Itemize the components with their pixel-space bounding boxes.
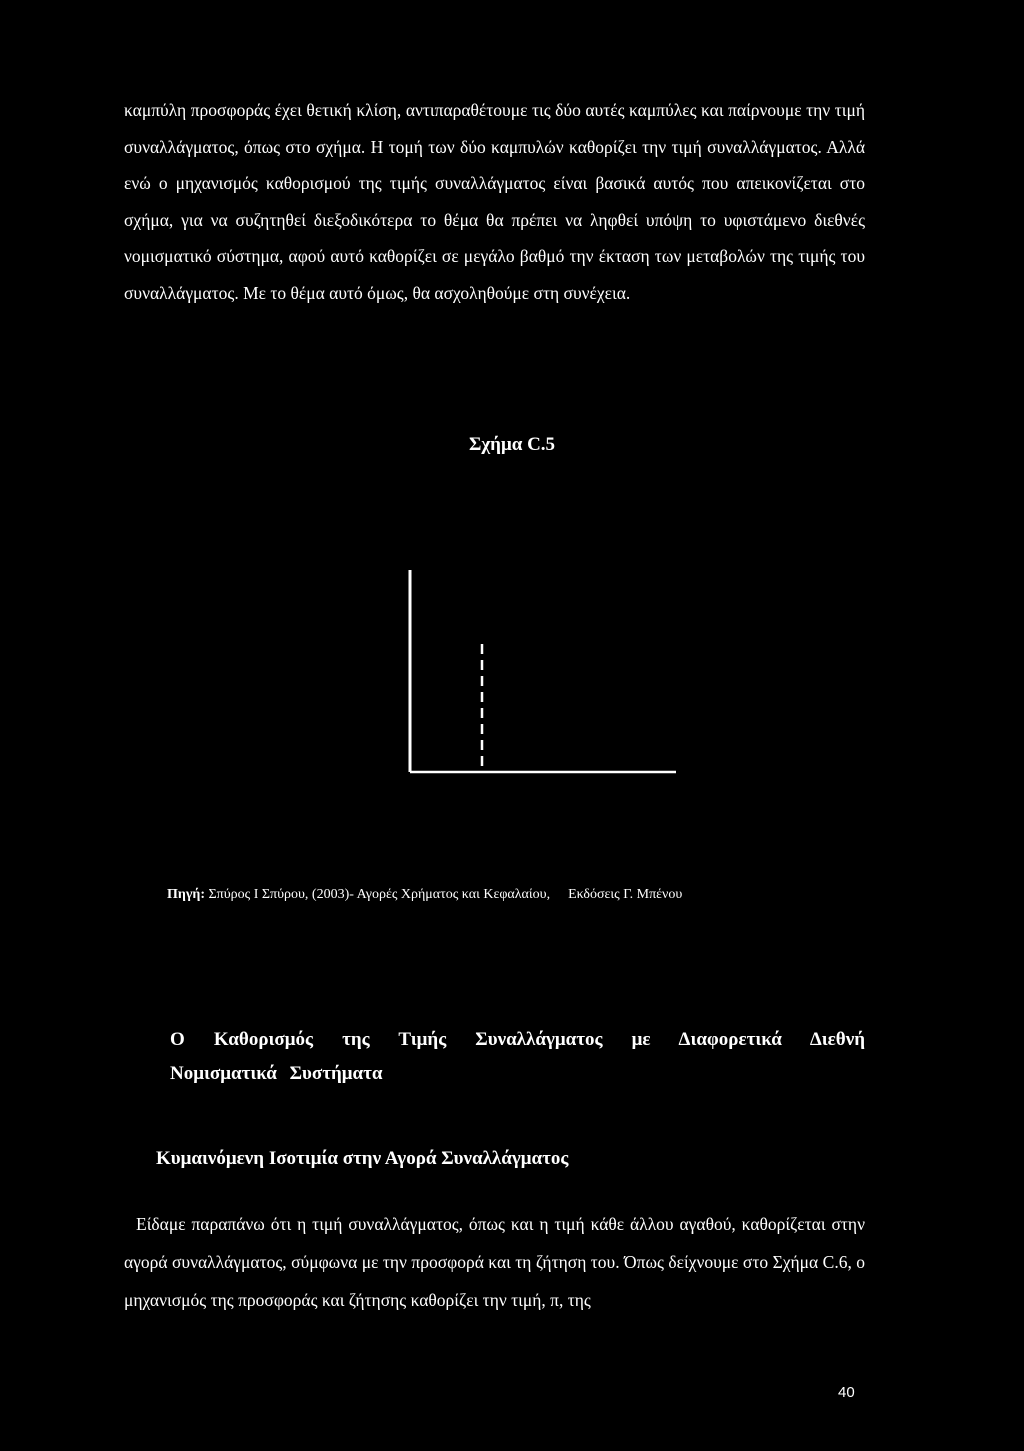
figure-chart: [380, 560, 700, 790]
source-label: Πηγή:: [167, 887, 206, 902]
source-text: Σπύρος Ι Σπύρου, (2003)- Αγορές Χρήματος και Κεφαλαίου,: [208, 887, 551, 902]
source-publisher: Εκδόσεις Γ. Μπένου: [568, 887, 683, 902]
figure-source: [167, 887, 682, 903]
figure-caption: Σχήμα C.5: [468, 434, 556, 455]
section-title: Ο Καθορισμός της Τιμής Συναλλάγματος με Διαφορετικά Διεθνή Νομισματικά Συστήματα: [170, 1029, 865, 1084]
body-paragraph: καμπύλη προσφοράς έχει θετική κλίση, αντιπαραθέτουμε τις δύο αυτές καμπύλες και παίρνουμε την τιμή συναλλάγματος, όπως στο σχήμα. Η τομή των δύο καμπυλών καθορίζει την τιμή συναλλάγματος. Αλλά ενώ ο μηχανισμός καθορισμού της τιμής συναλλάγματος είναι βασικά αυτός που απεικονίζεται στο σχήμα, για να συζητηθεί διεξοδικότερα το θέμα θα πρέπει να ληφθεί υπόψη το υφιστάμενο διεθνές νομισματικό σύστημα, αφού αυτό καθορίζει σε μεγάλο βαθμό την έκταση των μεταβολών της τιμής του συναλλάγματος. Με το θέμα αυτό όμως, θα ασχοληθούμε στη συνέχεια.: [124, 100, 865, 303]
page-number: 40: [838, 1384, 855, 1401]
subsection-title: Κυμαινόμενη Ισοτιμία στην Αγορά Συναλλάγματος: [156, 1148, 569, 1169]
body-paragraph-2: Είδαμε παραπάνω ότι η τιμή συναλλάγματος, όπως και η τιμή κάθε άλλου αγαθού, καθορίζεται στην αγορά συναλλάγματος, σύμφωνα με την προσφορά και τη ζήτηση του. Όπως δείχνουμε στο Σχήμα C.6, ο μηχανισμός της προσφοράς και ζήτησης καθορίζει την τιμή, π, της: [124, 1214, 865, 1310]
